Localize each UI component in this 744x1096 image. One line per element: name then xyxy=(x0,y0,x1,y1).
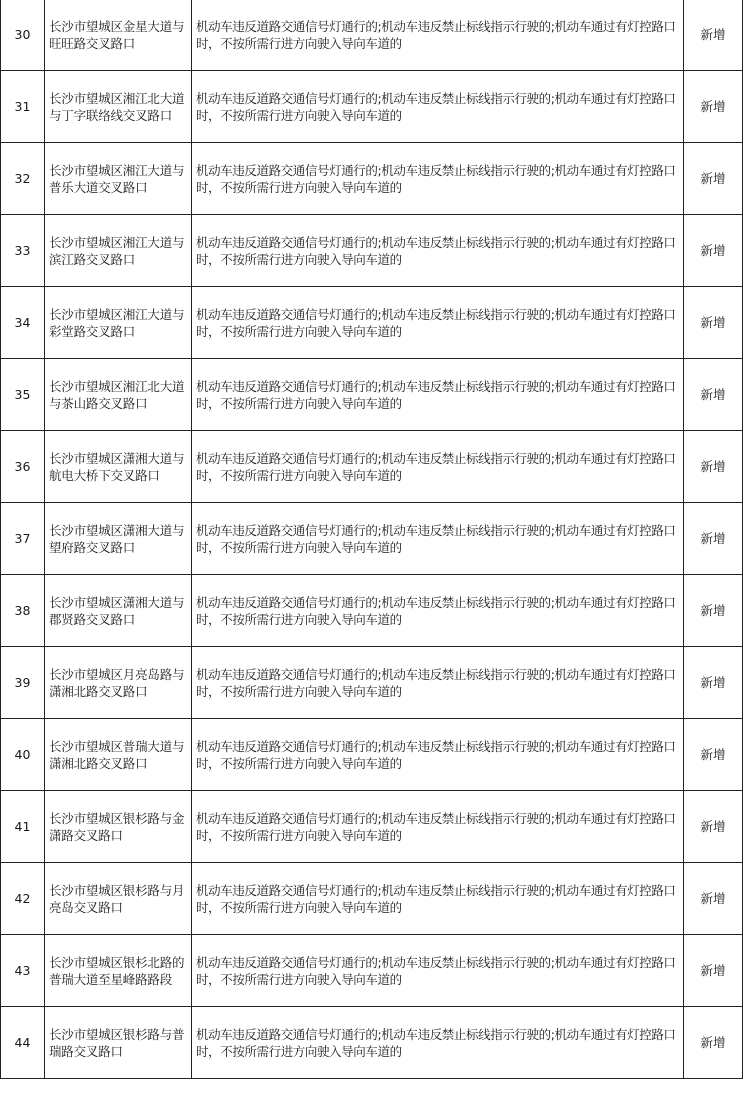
row-number: 33 xyxy=(14,243,31,258)
location-text: 长沙市望城区银杉路与金潇路交叉路口 xyxy=(49,810,185,843)
table-row xyxy=(1,503,743,575)
row-number-cell xyxy=(1,431,45,503)
violation-text: 机动车违反道路交通信号灯通行的;机动车违反禁止标线指示行驶的;机动车通过有灯控路口时，不按所需行进方向驶入导向车道的 xyxy=(196,90,676,123)
location-text: 长沙市望城区潇湘大道与望府路交叉路口 xyxy=(49,522,185,555)
violation-text: 机动车违反道路交通信号灯通行的;机动车违反禁止标线指示行驶的;机动车通过有灯控路口时，不按所需行进方向驶入导向车道的 xyxy=(196,882,676,915)
location-cell xyxy=(45,575,192,647)
status-cell xyxy=(684,0,743,71)
table-row xyxy=(1,215,743,287)
location-cell xyxy=(45,431,192,503)
location-text: 长沙市望城区银杉北路的普瑞大道至星峰路路段 xyxy=(49,954,185,987)
status-text: 新增 xyxy=(700,747,726,762)
table-row xyxy=(1,935,743,1007)
violation-text: 机动车违反道路交通信号灯通行的;机动车违反禁止标线指示行驶的;机动车通过有灯控路口时，不按所需行进方向驶入导向车道的 xyxy=(196,1026,676,1059)
location-text: 长沙市望城区普瑞大道与潇湘北路交叉路口 xyxy=(49,738,185,771)
violation-text: 机动车违反道路交通信号灯通行的;机动车违反禁止标线指示行驶的;机动车通过有灯控路口时，不按所需行进方向驶入导向车道的 xyxy=(196,378,676,411)
location-text: 长沙市望城区银杉路与普瑞路交叉路口 xyxy=(49,1026,185,1059)
violation-text: 机动车违反道路交通信号灯通行的;机动车违反禁止标线指示行驶的;机动车通过有灯控路口时，不按所需行进方向驶入导向车道的 xyxy=(196,666,676,699)
row-number-cell xyxy=(1,143,45,215)
status-text: 新增 xyxy=(700,1035,726,1050)
table-row xyxy=(1,431,743,503)
table-row xyxy=(1,863,743,935)
table-row xyxy=(1,719,743,791)
row-number-cell xyxy=(1,863,45,935)
location-text: 长沙市望城区银杉路与月亮岛交叉路口 xyxy=(49,882,185,915)
violation-cell xyxy=(192,431,684,503)
location-cell xyxy=(45,215,192,287)
location-cell xyxy=(45,71,192,143)
row-number-cell xyxy=(1,719,45,791)
location-text: 长沙市望城区湘江大道与滨江路交叉路口 xyxy=(49,234,185,267)
location-text: 长沙市望城区潇湘大道与航电大桥下交叉路口 xyxy=(49,450,185,483)
status-cell xyxy=(684,71,743,143)
status-text: 新增 xyxy=(700,963,726,978)
violation-text: 机动车违反道路交通信号灯通行的;机动车违反禁止标线指示行驶的;机动车通过有灯控路口时，不按所需行进方向驶入导向车道的 xyxy=(196,522,676,555)
status-cell xyxy=(684,863,743,935)
row-number-cell xyxy=(1,791,45,863)
row-number: 34 xyxy=(14,315,31,330)
row-number-cell xyxy=(1,575,45,647)
violation-text: 机动车违反道路交通信号灯通行的;机动车违反禁止标线指示行驶的;机动车通过有灯控路口时，不按所需行进方向驶入导向车道的 xyxy=(196,450,676,483)
status-text: 新增 xyxy=(700,99,726,114)
table-row xyxy=(1,287,743,359)
row-number: 44 xyxy=(14,1035,31,1050)
status-text: 新增 xyxy=(700,819,726,834)
status-cell xyxy=(684,287,743,359)
violation-text: 机动车违反道路交通信号灯通行的;机动车违反禁止标线指示行驶的;机动车通过有灯控路口时，不按所需行进方向驶入导向车道的 xyxy=(196,810,676,843)
violation-cell xyxy=(192,1007,684,1079)
status-text: 新增 xyxy=(700,27,726,42)
location-cell xyxy=(45,359,192,431)
row-number: 37 xyxy=(14,531,31,546)
table-row xyxy=(1,71,743,143)
row-number-cell xyxy=(1,287,45,359)
violation-cell xyxy=(192,719,684,791)
row-number: 41 xyxy=(14,819,31,834)
violation-text: 机动车违反道路交通信号灯通行的;机动车违反禁止标线指示行驶的;机动车通过有灯控路口时，不按所需行进方向驶入导向车道的 xyxy=(196,594,676,627)
row-number-cell xyxy=(1,0,45,71)
status-cell xyxy=(684,935,743,1007)
status-cell xyxy=(684,1007,743,1079)
violation-cell xyxy=(192,359,684,431)
row-number-cell xyxy=(1,503,45,575)
status-cell xyxy=(684,719,743,791)
row-number: 36 xyxy=(14,459,31,474)
status-cell xyxy=(684,791,743,863)
violation-text: 机动车违反道路交通信号灯通行的;机动车违反禁止标线指示行驶的;机动车通过有灯控路口时，不按所需行进方向驶入导向车道的 xyxy=(196,234,676,267)
status-text: 新增 xyxy=(700,603,726,618)
row-number: 32 xyxy=(14,171,31,186)
row-number: 38 xyxy=(14,603,31,618)
violation-cell xyxy=(192,647,684,719)
status-text: 新增 xyxy=(700,315,726,330)
row-number: 40 xyxy=(14,747,31,762)
row-number: 42 xyxy=(14,891,31,906)
violation-text: 机动车违反道路交通信号灯通行的;机动车违反禁止标线指示行驶的;机动车通过有灯控路口时，不按所需行进方向驶入导向车道的 xyxy=(196,306,676,339)
row-number-cell xyxy=(1,71,45,143)
status-text: 新增 xyxy=(700,171,726,186)
status-cell xyxy=(684,215,743,287)
location-cell xyxy=(45,503,192,575)
violation-cell xyxy=(192,791,684,863)
row-number: 35 xyxy=(14,387,31,402)
location-text: 长沙市望城区湘江大道与彩堂路交叉路口 xyxy=(49,306,185,339)
table-row xyxy=(1,575,743,647)
violation-cell xyxy=(192,503,684,575)
violation-cell xyxy=(192,935,684,1007)
status-cell xyxy=(684,359,743,431)
status-text: 新增 xyxy=(700,459,726,474)
location-cell xyxy=(45,287,192,359)
location-cell xyxy=(45,143,192,215)
status-text: 新增 xyxy=(700,531,726,546)
location-text: 长沙市望城区金星大道与旺旺路交叉路口 xyxy=(49,18,185,51)
location-text: 长沙市望城区湘江大道与普乐大道交叉路口 xyxy=(49,162,185,195)
row-number: 39 xyxy=(14,675,31,690)
location-cell xyxy=(45,935,192,1007)
violation-cell xyxy=(192,287,684,359)
row-number-cell xyxy=(1,215,45,287)
table-row xyxy=(1,0,743,71)
violation-text: 机动车违反道路交通信号灯通行的;机动车违反禁止标线指示行驶的;机动车通过有灯控路口时，不按所需行进方向驶入导向车道的 xyxy=(196,738,676,771)
row-number-cell xyxy=(1,647,45,719)
row-number: 43 xyxy=(14,963,31,978)
status-text: 新增 xyxy=(700,675,726,690)
location-cell xyxy=(45,647,192,719)
status-cell xyxy=(684,431,743,503)
status-cell xyxy=(684,503,743,575)
violation-cell xyxy=(192,143,684,215)
table-row xyxy=(1,1007,743,1079)
status-cell xyxy=(684,647,743,719)
violation-cell xyxy=(192,575,684,647)
table-row xyxy=(1,791,743,863)
violation-cell xyxy=(192,215,684,287)
row-number-cell xyxy=(1,359,45,431)
table-row xyxy=(1,647,743,719)
location-cell xyxy=(45,863,192,935)
violation-cell xyxy=(192,0,684,71)
location-text: 长沙市望城区湘江北大道与茶山路交叉路口 xyxy=(49,378,185,411)
violation-text: 机动车违反道路交通信号灯通行的;机动车违反禁止标线指示行驶的;机动车通过有灯控路口时，不按所需行进方向驶入导向车道的 xyxy=(196,18,676,51)
status-text: 新增 xyxy=(700,891,726,906)
row-number-cell xyxy=(1,1007,45,1079)
location-cell xyxy=(45,719,192,791)
location-text: 长沙市望城区月亮岛路与潇湘北路交叉路口 xyxy=(49,666,185,699)
status-text: 新增 xyxy=(700,243,726,258)
violation-text: 机动车违反道路交通信号灯通行的;机动车违反禁止标线指示行驶的;机动车通过有灯控路口时，不按所需行进方向驶入导向车道的 xyxy=(196,954,676,987)
location-cell xyxy=(45,0,192,71)
location-cell xyxy=(45,1007,192,1079)
status-cell xyxy=(684,575,743,647)
violation-cell xyxy=(192,71,684,143)
location-cell xyxy=(45,791,192,863)
table-body xyxy=(1,0,743,1079)
violation-text: 机动车违反道路交通信号灯通行的;机动车违反禁止标线指示行驶的;机动车通过有灯控路口时，不按所需行进方向驶入导向车道的 xyxy=(196,162,676,195)
location-text: 长沙市望城区潇湘大道与郡贤路交叉路口 xyxy=(49,594,185,627)
table-row xyxy=(1,359,743,431)
status-cell xyxy=(684,143,743,215)
location-text: 长沙市望城区湘江北大道与丁字联络线交叉路口 xyxy=(49,90,185,123)
status-text: 新增 xyxy=(700,387,726,402)
table-row xyxy=(1,143,743,215)
violation-cell xyxy=(192,863,684,935)
row-number-cell xyxy=(1,935,45,1007)
row-number: 30 xyxy=(14,27,31,42)
row-number: 31 xyxy=(14,99,31,114)
